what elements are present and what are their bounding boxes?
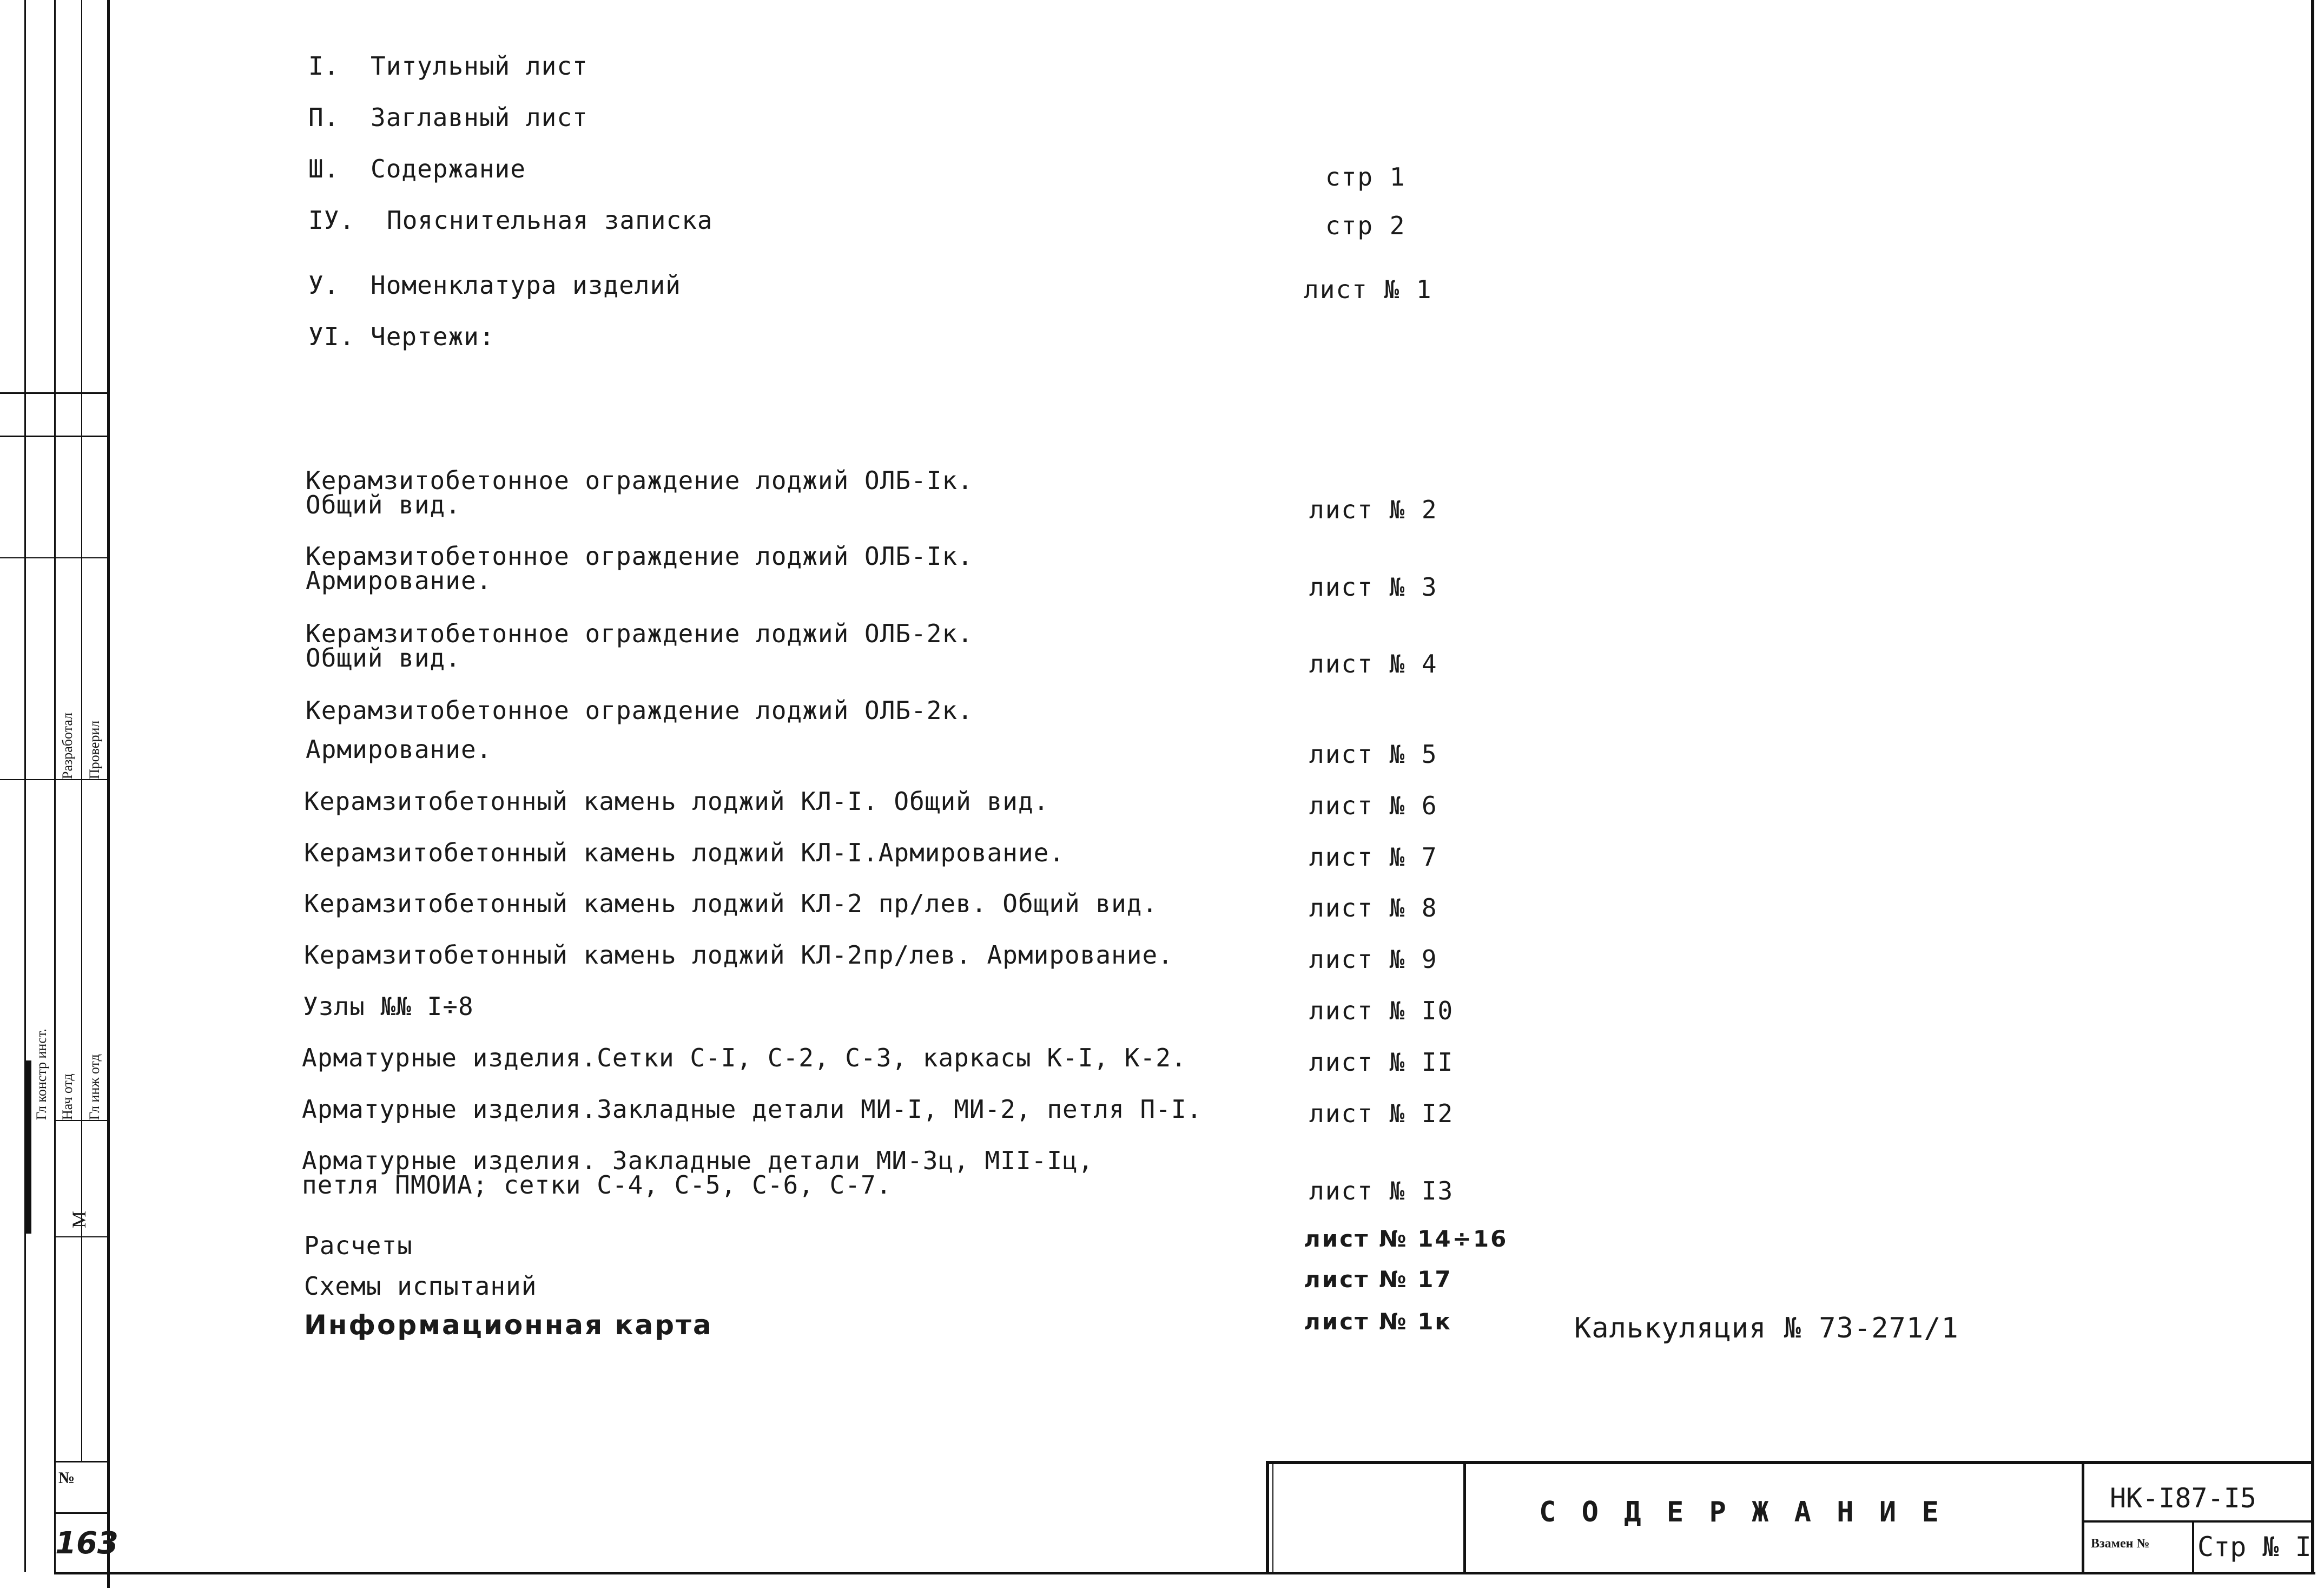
drawing-title-cont: Общий вид. [306,643,461,673]
drawing-title-cont: Армирование. [306,735,492,764]
extra-ref: лист № 14÷16 [1304,1225,1508,1252]
margin-label-gl-inzh: Гл инж отд [87,1054,102,1120]
frame-bottom-line [54,1572,2315,1574]
margin-hline-4 [0,779,107,780]
stamp-num-label: № [58,1469,75,1487]
drawing-ref: лист № 7 [1309,842,1438,872]
margin-line-1 [24,0,26,1572]
toc-title: Чертежи: [371,322,495,351]
drawing-ref: лист № II [1309,1047,1454,1077]
margin-label-nach-otd: Нач отд [60,1073,75,1120]
stamp-divider-1 [1463,1461,1466,1574]
extra-title: Расчеты [304,1231,413,1260]
drawing-title-cont: Общий вид. [306,490,461,519]
margin-hline-5 [54,1120,107,1121]
drawing-ref: лист № I2 [1309,1099,1454,1128]
stamp-top-line [1266,1461,2313,1464]
drawing-title: Керамзитобетонное ограждение лоджий ОЛБ-Iк. [306,466,973,495]
stamp-code-underline [2083,1520,2313,1523]
margin-hline-3 [0,557,107,558]
frame-left-line [107,0,110,1588]
margin-hline-2 [0,436,107,437]
drawing-ref: лист № I0 [1309,996,1454,1025]
margin-line-3 [81,0,82,1461]
drawing-title: Керамзитобетонный камень лоджий КЛ-2пр/лев. Армирование. [304,940,1173,970]
drawing-title-cont: Армирование. [306,566,492,595]
drawing-title: Арматурные изделия.Закладные детали МИ-I, МИ-2, петля П-I. [302,1095,1203,1124]
toc-num: УI. [308,322,355,351]
drawing-title: Керамзитобетонное ограждение лоджий ОЛБ-2к. [306,696,973,725]
toc-ref: стр 1 [1325,162,1406,192]
toc-ref: лист № 1 [1304,275,1432,304]
drawing-title: Узлы №№ I÷8 [303,992,474,1021]
margin-hline-6 [54,1236,107,1237]
drawing-ref: лист № 8 [1309,893,1438,923]
drawing-ref: лист № 2 [1309,495,1438,524]
margin-hline-1 [0,392,107,394]
drawing-ref: лист № 9 [1309,945,1438,974]
toc-num: I. [308,51,340,81]
margin-line-2 [54,0,56,1572]
toc-title: Пояснительная записка [387,206,713,235]
drawing-title: Керамзитобетонное ограждение лоджий ОЛБ-Iк. [306,542,973,571]
toc-num: У. [308,271,340,300]
stamp-left-line-2 [1272,1461,1273,1574]
toc-ref: стр 2 [1325,211,1406,240]
extra-ref: лист № 1к [1304,1308,1452,1335]
drawing-ref: лист № 5 [1309,740,1438,769]
toc-num: Ш. [308,154,340,183]
calculation-note: Калькуляция № 73-271/1 [1574,1312,1959,1345]
drawing-ref: лист № I3 [1309,1176,1454,1205]
drawing-ref: лист № 6 [1309,791,1438,820]
toc-num: П. [308,103,340,132]
drawing-title: Арматурные изделия.Сетки С-I, С-2, С-3, каркасы К-I, К-2. [302,1043,1187,1072]
extra-title: Схемы испытаний [304,1271,537,1301]
drawing-title: Керамзитобетонный камень лоджий КЛ-I. Общий вид. [304,787,1049,816]
margin-hline-8 [54,1512,107,1514]
drawing-title: Арматурные изделия. Закладные детали МИ-3ц, МII-Iц, [302,1146,1094,1175]
stamp-left-line [1266,1461,1269,1574]
stamp-page: Стр № I [2197,1531,2312,1563]
margin-label-razrabotal: Разработал [60,712,75,779]
stamp-vzamen: Взамен № [2091,1537,2150,1551]
margin-label-proveril: Проверил [87,720,102,779]
drawing-title: Керамзитобетонное ограждение лоджий ОЛБ-2к. [306,619,973,648]
drawing-title: Керамзитобетонный камень лоджий КЛ-2 пр/лев. Общий вид. [304,889,1158,918]
drawing-ref: лист № 3 [1309,572,1438,602]
stamp-divider-2 [2082,1461,2084,1574]
toc-title: Содержание [371,154,526,183]
frame-right-line [2311,0,2314,1574]
extra-ref: лист № 17 [1304,1266,1452,1293]
toc-title: Заглавный лист [371,103,588,132]
drawing-title: Керамзитобетонный камень лоджий КЛ-I.Армирование. [304,838,1065,867]
margin-hline-7 [54,1461,107,1462]
margin-label-gl-konstr: Гл констр инст. [34,1029,49,1120]
stamp-num-value: 163 [55,1526,118,1561]
extra-title: Информационная карта [304,1309,713,1341]
margin-thick-mark [25,1060,31,1234]
margin-label-m: М [68,1210,90,1228]
drawing-ref: лист № 4 [1309,649,1438,678]
drawing-title-cont: петля ПМОИА; сетки С-4, С-5, С-6, С-7. [302,1170,892,1200]
toc-title: Номенклатура изделий [371,271,681,300]
stamp-divider-3 [2192,1521,2194,1574]
stamp-title: С О Д Е Р Ж А Н И Е [1539,1496,1943,1528]
toc-num: IУ. [308,206,355,235]
toc-title: Титульный лист [371,51,588,81]
stamp-code: НК-I87-I5 [2110,1482,2256,1514]
